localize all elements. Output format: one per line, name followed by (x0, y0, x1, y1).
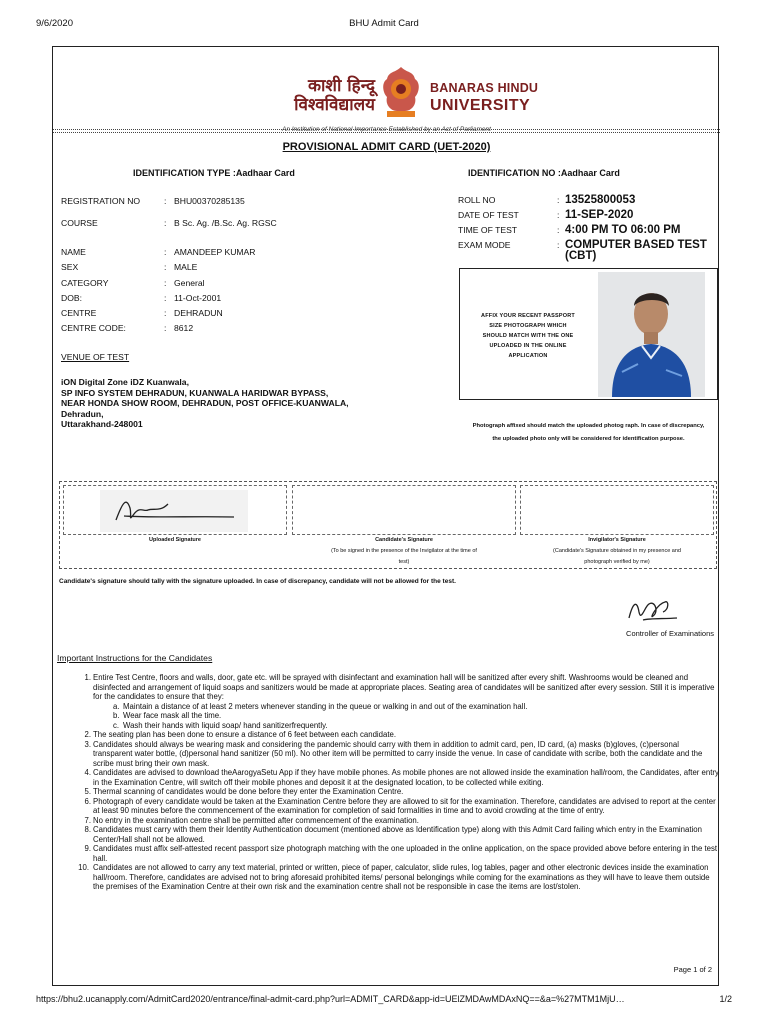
instruction-item: 4. Candidates are advised to download theAarogyaSetu App if they have mobile phones. As mobile phones are not allowed inside the examination hall/room, the Candidates, after entry in the Examination Centre, will switch off their mobile phones and deposit it at the designated location, to be collected while exiting. (84, 768, 719, 787)
print-header (0, 18, 768, 30)
instruction-subitem: a. Maintain a distance of at least 2 meters whenever standing in the queue or walking in and out of the examination hall. (113, 701, 528, 711)
venue-address: iON Digital Zone iDZ Kuanwala, SP INFO SYSTEM DEHRADUN, KUANWALA HARIDWAR BYPASS, NEAR HONDA SHOW ROOM, DEHRADUN, POST OFFICE-KUANWALA, Dehradun, Uttarakhand-248001 (61, 377, 349, 429)
controller-signature-icon (623, 592, 683, 627)
identification-type: IDENTIFICATION TYPE :Aadhaar Card (133, 168, 295, 178)
uploaded-signature-label: Uploaded Signature (149, 537, 201, 543)
controller-of-examinations: Controller of Examinations (626, 629, 714, 638)
print-page-number: 1/2 (719, 994, 732, 1004)
card-page-number: Page 1 of 2 (673, 965, 712, 974)
instruction-item: 10. Candidates are not allowed to carry any text material, printed or written, piece of paper, calculator, slide rules, log tables, pager and other electronic devices inside the examination hall/room. Therefore, candidates are advised not to bring aforesaid prohibited items/ personal belongings while coming for the examinations as they will have to leave them outside the premises of the Examination Centre at their own risk and the examination centre shall not be responsible in case the items are lost/stolen. (78, 863, 710, 891)
instruction-item: 1. Entire Test Centre, floors and walls, door, gate etc. will be sprayed with disinfectant and examination hall will be sanitized after every shift. Washrooms would be cleaned and disinfected and arrangement of liquid soaps and sanitizers would be made at appropriate places. Seating area of candidates will be sanitized after every session. Still it is imperative for the candidates to ensure that they: a. Maintain a distance of at least 2 meters whenever standing in the queue or walking in and out of the examination hall. b. Wear face mask all the time. c. Wash their hands with liquid soap/ hand sanitizerfrequently. (79, 673, 719, 730)
university-seal-icon (377, 65, 425, 121)
signature-image-icon (64, 486, 288, 536)
logo-tagline: An Institution of National Importance Established by an Act of Parliament (282, 126, 491, 133)
person-photo-icon (598, 272, 705, 397)
university-logo (53, 59, 720, 139)
instruction-subitem: c. Wash their hands with liquid soap/ hand sanitizerfrequently. (113, 720, 328, 730)
affix-instruction: AFFIX YOUR RECENT PASSPORT SIZE PHOTOGRAPH WHICH SHOULD MATCH WITH THE ONE UPLOADED IN THE ONLINE APPLICATION (481, 313, 575, 359)
signature-section (59, 481, 717, 569)
page-url: https://bhu2.ucanapply.com/AdmitCard2020/entrance/final-admit-card.php?url=ADMIT_CARD&app-id=UElZMDAwMDAxNQ==&a=%27MTM1MjU… (36, 994, 625, 1004)
identification-no: IDENTIFICATION NO :Aadhaar Card (468, 168, 620, 178)
admit-card: काशी हिन्दू विश्वविद्यालय BANARAS HINDU UNIVERSITY An Institution of National Importance Established by an Act of Parliament PROVISIONAL ADMIT CARD (UET-2020) IDENTIFICATION TYPE :Aadhaar Card IDENTIFICATION NO :Aadhaar Card REGISTRATION NO : BHU00370285135 COURSE : B Sc. Ag. /B.Sc. Ag. RGSC NAME : AMANDEEP KUMAR SEX : MALE CATEGORY : General DOB: : 11-Oct-2001 CENTRE : DEHRADUN CENTRE CODE: : 8612 ROLL NO : 13525800053 DATE OF TEST : 11-SEP-2020 TIME OF TEST : 4:00 PM TO 06:00 PM EXAM MODE : COMPUTER BASED TEST (CBT) VENUE OF TEST iON Digital Zone iDZ Kuanwala, SP INFO SYSTEM DEHRADUN, KUANWALA HARIDWAR BYPASS, NEAR HONDA SHOW ROOM, DEHRADUN, POST OFFICE-KUANWALA, Dehradun, Uttarakhand-248001 AFFIX YOUR RECENT PASSPORT SIZE PHOTOGRAPH WHICH SHOULD MATCH WITH THE ONE UPLOADED IN THE ONLINE APPLICATION Photograph affixed should match the uploaded photog raph. In case of discrepancy, the uploaded photo only will be considered for identification purpose. Uploaded Signature Candidate's Signature (To be signed in the presence of the Invigilator at the time of test) Invigilator's Signature (Candidate's Signature obtained in my presence and photograph verified by me) Candidate's signature should tally with the signature uploaded. In case of discrepancy, candidate will not be allowed for the test. Controller of Examinations Important Instructions for the Candidates 1. Entire Test Centre, floors and walls, door, gate etc. will be sprayed with disinfectant and examination hall will be sanitized after every shift. Washrooms would be cleaned and disinfected and arrangement of liquid soaps and sanitizers would be made at appropriate places. Seating area of candidates will be sanitized after every session. Still it is imperative for the candidates to ensure that they: a. Maintain a distance of at least 2 meters whenever standing in the queue or walking in and out of the examination hall. b. Wear face mask all the time. c. Wash their hands with liquid soap/ hand sanitizerfrequently. 2. The seating plan has been done to ensure a distance of 6 feet between each candidate. 3. Candidates should always be wearing mask and considering the pandemic should carry with them in addition to admit card, pen, ID card, (a) masks (b)gloves, (c)personal transparent water bottle, (d)personal hand sanitizer (50 ml). No other item will be permitted to carry inside the venue. In case of candidate with scribe, both the candidate and the scribe must bring their own mask. 4. Candidates are advised to download theAarogyaSetu App if they have mobile phones. As mobile phones are not allowed inside the examination hall/room, the Candidates, after entry in the Examination Centre, will switch off their mobile phones and deposit it at the designated location, to be collected while exiting. 5. Thermal scanning of candidates would be done before they enter the Examination Centre. 6. Photograph of every candidate would be taken at the Examination Centre before they are allowed to sit for the examination. Therefore, candidates are advised to report at the center at least 90 minutes before the commencement of the examination for completion of said formalities in time and to avoid crowding at the time of entry. 7. No entry in the examination centre shall be permitted after commencement of the examination. 8. Candidates must carry with them their Identity Authentication document (mentioned above as Identification type) along with this Admit Card failing which entry in the Examination Center/Hall shall not be allowed. 9. Candidates must affix self-attested recent passport size photograph matching with the one uploaded in the online application, on the space provided above before entering in the test hall. 10. Candidates are not allowed to carry any text material, printed or written, piece of paper, calculator, slide rules, log tables, pager and other electronic devices inside the examination hall/room. Therefore, candidates are advised not to bring aforesaid prohibited items/ personal belongings while coming for the examinations as they will have to leave them outside the premises of the Examination Centre at their own risk and the examination centre shall not be responsible in case the items are lost/stolen. Page 1 of 2 (52, 46, 719, 986)
instruction-item: 5. Thermal scanning of candidates would be done before they enter the Examination Centre. (84, 787, 404, 796)
invigilator-signature-box (520, 485, 714, 535)
photo-note: Photograph affixed should match the uploaded photog raph. In case of discrepancy, the uploaded photo only will be considered for identification purpose. (472, 423, 705, 442)
candidate-signature-box (292, 485, 516, 535)
instruction-subitem: b. Wear face mask all the time. (113, 711, 222, 720)
logo-hindi: काशी हिन्दू विश्वविद्यालय (294, 76, 375, 115)
print-footer (0, 994, 768, 1006)
venue-heading: VENUE OF TEST (61, 352, 130, 362)
instructions-list (79, 673, 719, 892)
invigilator-signature-label: Invigilator's Signature (Candidate's Signature obtained in my presence and photograph verified by me) (553, 537, 681, 565)
card-title: PROVISIONAL ADMIT CARD (UET-2020) (282, 141, 491, 153)
candidate-signature-label: Candidate's Signature (To be signed in the presence of the Invigilator at the time of test) (331, 537, 477, 565)
print-title: BHU Admit Card (349, 18, 419, 29)
candidate-photo (598, 272, 705, 397)
instruction-item: 3. Candidates should always be wearing mask and considering the pandemic should carry with them in addition to admit card, pen, ID card, (a) masks (b)gloves, (c)personal transparent water bottle, (d)personal hand sanitizer (50 ml). No other item will be permitted to carry inside the venue. In case of candidate with scribe, both the candidate and the scribe must bring their own mask. (84, 739, 703, 768)
instructions-heading: Important Instructions for the Candidates (57, 653, 213, 663)
divider (53, 129, 720, 133)
instruction-item: 8. Candidates must carry with them their Identity Authentication document (mentioned above as Identification type) along with this Admit Card failing which entry in the Examination Center/Hall shall not be allowed. (84, 825, 702, 844)
logo-english: BANARAS HINDU UNIVERSITY (430, 81, 539, 114)
photo-box (459, 268, 718, 400)
instruction-item: 9. Candidates must affix self-attested recent passport size photograph matching with the one uploaded in the online application, on the space provided above before entering in the test hall. (84, 844, 718, 863)
signature-tally-note: Candidate's signature should tally with the signature uploaded. In case of discrepancy, candidate will not be allowed for the test. (59, 578, 456, 585)
print-date: 9/6/2020 (36, 18, 73, 29)
instruction-item: 6. Photograph of every candidate would be taken at the Examination Centre before they are allowed to sit for the examination. Therefore, candidates are advised to report at the center at least 90 minutes before the commencement of the examination for completion of said formalities in time and to avoid crowding at the time of entry. (84, 796, 716, 815)
instruction-item: 7. No entry in the examination centre shall be permitted after commencement of the examination. (84, 815, 419, 825)
instruction-item: 2. The seating plan has been done to ensure a distance of 6 feet between each candidate. (84, 730, 397, 739)
uploaded-signature-box (63, 485, 287, 535)
